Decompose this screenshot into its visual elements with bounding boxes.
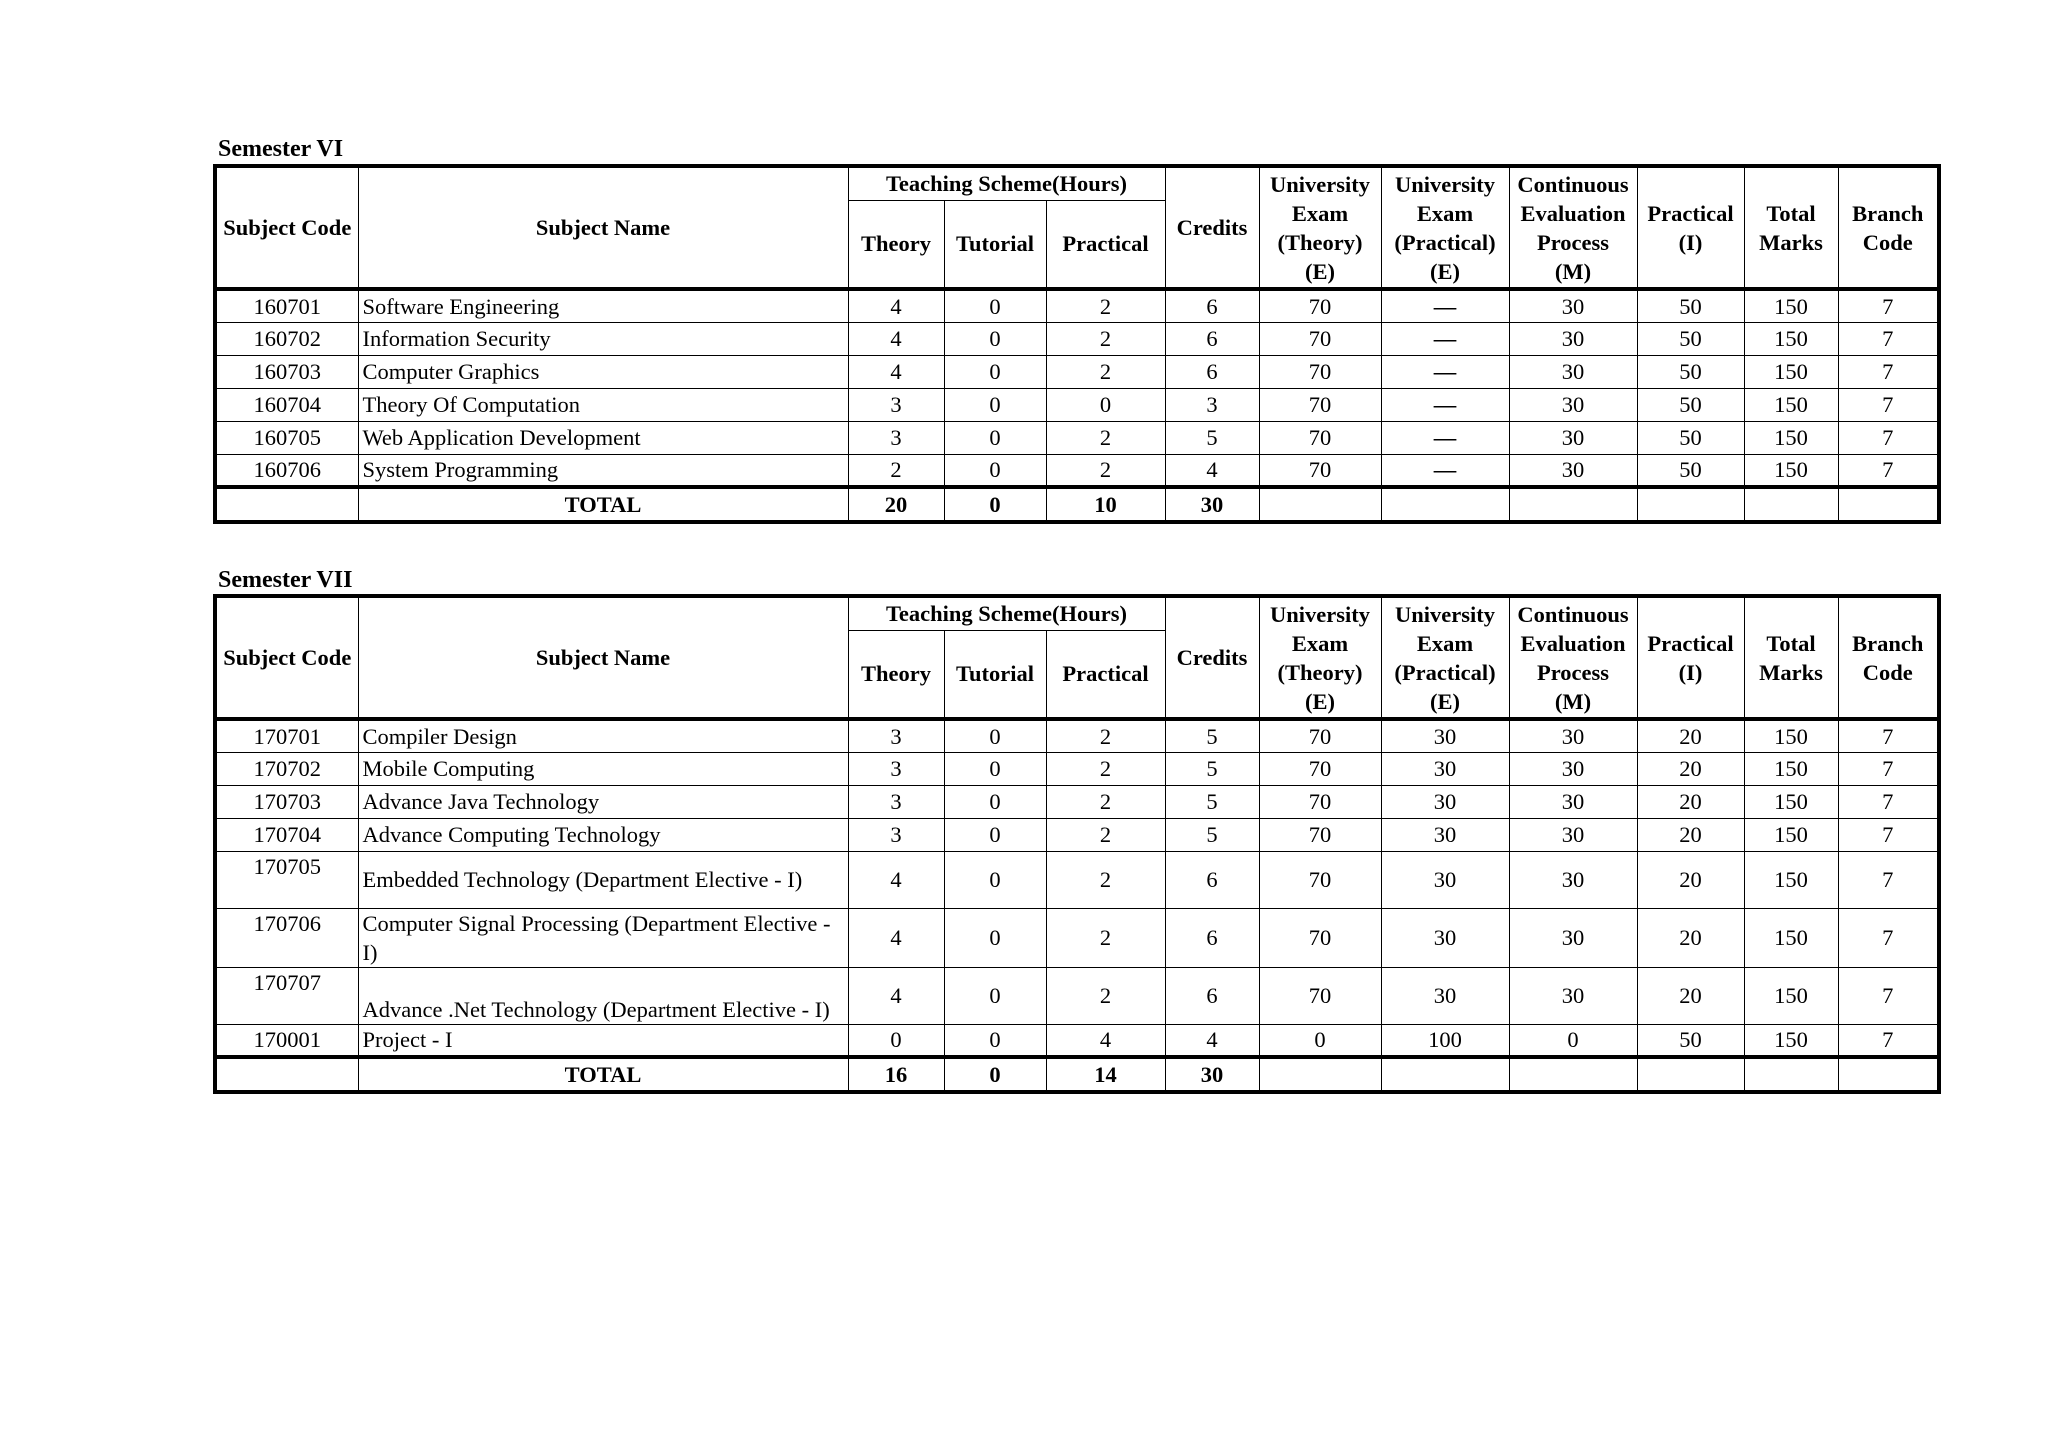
semester-6-title: Semester VI bbox=[218, 136, 344, 162]
header-subject-code: Subject Code bbox=[215, 596, 358, 719]
header-branch-code: Branch Code bbox=[1838, 596, 1939, 719]
table-row: 160705 Web Application Development 3 0 2 5 70 — 30 50 150 7 bbox=[215, 421, 1939, 454]
header-teaching-scheme: Teaching Scheme(Hours) bbox=[848, 596, 1165, 630]
header-university-exam-theory: University Exam (Theory) (E) bbox=[1259, 166, 1381, 289]
total-tutorial: 0 bbox=[944, 1057, 1046, 1092]
total-credits: 30 bbox=[1165, 1057, 1259, 1092]
header-practical-i: Practical (I) bbox=[1637, 596, 1744, 719]
total-row bbox=[215, 487, 1939, 522]
total-credits: 30 bbox=[1165, 487, 1259, 522]
header-continuous-evaluation: Continuous Evaluation Process (M) bbox=[1509, 166, 1637, 289]
header-university-exam-practical: University Exam (Practical) (E) bbox=[1381, 596, 1509, 719]
header-total-marks: Total Marks bbox=[1744, 166, 1838, 289]
header-theory: Theory bbox=[848, 630, 944, 719]
header-tutorial: Tutorial bbox=[944, 200, 1046, 289]
total-label: TOTAL bbox=[358, 487, 848, 522]
table-row: 170001 Project - I 0 0 4 4 0 100 0 50 150 7 bbox=[215, 1024, 1939, 1057]
table-row: 170706 Computer Signal Processing (Department Elective - I) 4 0 2 6 70 30 30 20 150 7 bbox=[215, 908, 1939, 967]
semester-7-table bbox=[213, 594, 1941, 1094]
semester-7-title: Semester VII bbox=[218, 567, 353, 593]
header-practical: Practical bbox=[1046, 630, 1165, 719]
total-label: TOTAL bbox=[358, 1057, 848, 1092]
table-row: 170707 Advance .Net Technology (Department Elective - I) 4 0 2 6 70 30 30 20 150 7 bbox=[215, 967, 1939, 1024]
total-row bbox=[215, 1057, 1939, 1092]
table-row: 160701 Software Engineering 4 0 2 6 70 — 30 50 150 7 bbox=[215, 289, 1939, 322]
header-university-exam-practical: University Exam (Practical) (E) bbox=[1381, 166, 1509, 289]
table-row: 160703 Computer Graphics 4 0 2 6 70 — 30 50 150 7 bbox=[215, 355, 1939, 388]
total-tutorial: 0 bbox=[944, 487, 1046, 522]
table-row: 160706 System Programming 2 0 2 4 70 — 30 50 150 7 bbox=[215, 454, 1939, 487]
header-university-exam-theory: University Exam (Theory) (E) bbox=[1259, 596, 1381, 719]
table-row: 170703 Advance Java Technology 3 0 2 5 70 30 30 20 150 7 bbox=[215, 785, 1939, 818]
header-continuous-evaluation: Continuous Evaluation Process (M) bbox=[1509, 596, 1637, 719]
header-subject-code: Subject Code bbox=[215, 166, 358, 289]
semester-6-table bbox=[213, 164, 1941, 524]
header-credits: Credits bbox=[1165, 596, 1259, 719]
header-credits: Credits bbox=[1165, 166, 1259, 289]
table-row: 160702 Information Security 4 0 2 6 70 — 30 50 150 7 bbox=[215, 322, 1939, 355]
total-practical: 14 bbox=[1046, 1057, 1165, 1092]
header-teaching-scheme: Teaching Scheme(Hours) bbox=[848, 166, 1165, 200]
table-row: 170704 Advance Computing Technology 3 0 2 5 70 30 30 20 150 7 bbox=[215, 818, 1939, 851]
header-theory: Theory bbox=[848, 200, 944, 289]
table-row: 170701 Compiler Design 3 0 2 5 70 30 30 20 150 7 bbox=[215, 719, 1939, 752]
header-subject-name: Subject Name bbox=[358, 596, 848, 719]
header-subject-name: Subject Name bbox=[358, 166, 848, 289]
table-row: 170702 Mobile Computing 3 0 2 5 70 30 30 20 150 7 bbox=[215, 752, 1939, 785]
header-practical-i: Practical (I) bbox=[1637, 166, 1744, 289]
header-branch-code: Branch Code bbox=[1838, 166, 1939, 289]
table-row: 170705 Embedded Technology (Department Elective - I) 4 0 2 6 70 30 30 20 150 7 bbox=[215, 851, 1939, 908]
total-theory: 20 bbox=[848, 487, 944, 522]
total-theory: 16 bbox=[848, 1057, 944, 1092]
header-tutorial: Tutorial bbox=[944, 630, 1046, 719]
header-practical: Practical bbox=[1046, 200, 1165, 289]
table-row: 160704 Theory Of Computation 3 0 0 3 70 — 30 50 150 7 bbox=[215, 388, 1939, 421]
header-total-marks: Total Marks bbox=[1744, 596, 1838, 719]
total-practical: 10 bbox=[1046, 487, 1165, 522]
